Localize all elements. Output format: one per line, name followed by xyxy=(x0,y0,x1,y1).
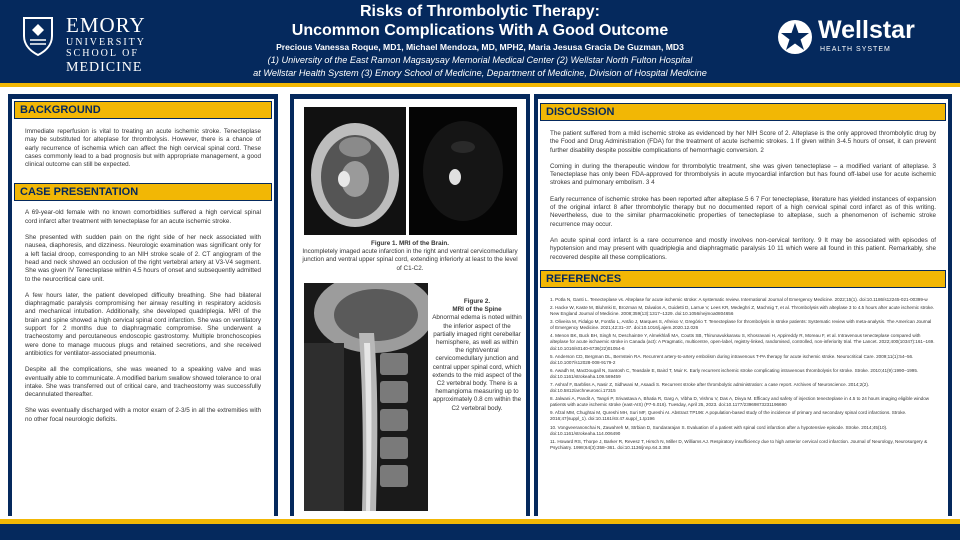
mri-brain-left-icon xyxy=(304,107,406,235)
background-heading: BACKGROUND xyxy=(14,101,272,119)
emory-university: UNIVERSITY xyxy=(66,37,146,48)
references-list xyxy=(538,288,948,451)
mri-brain-image-left xyxy=(304,107,406,235)
poster-header xyxy=(0,0,960,83)
poster-title xyxy=(220,2,740,40)
mri-spine-icon xyxy=(304,283,428,511)
reference-item: 8. Jalwani A, Pandit A, Tangri P, Srivastava A, Bhatia R, Garg A, Vibha D, Vishnu V, Das A, Divya M. Efficacy and safety of injection tenecteplase in 4.5 to 24 hours imaging eligible window patients with acute ischemic stroke (east-AIS) (P7-5.016). Tuesday, April 25, 2023. doi:10.1177/23969873231196690 xyxy=(550,396,930,408)
wellstar-star-icon xyxy=(776,18,814,56)
case-paragraph-4: Despite all the complications, she was weaned to a speaking valve and was eventually able to communicate. A modified barium swallow showed tolerance to oral intake. She was transferred out of critical care, and tracheostomy was successfully decannulated thereafter. xyxy=(25,366,261,399)
wellstar-subtitle: HEALTH SYSTEM xyxy=(820,46,891,53)
reference-item: 4. Menon BK, Buck BH, Singh N, Deschaintre Y, Almekhlafi MA, Coutts SB, Thirunavukkarasu S, Khosravani H, Appireddy R, Moreau F, et al. Intravenous tenecteplase compared with alteplase for acute ischaemic stroke in Canada (act): A Pragmatic, multicentre, open-label, registry-linked, randomised, controlled, non-inferiority trial. The Lancet. 2022;400(10347):161–169. doi:10.1016/s0140-6736(22)01054-6 xyxy=(550,333,935,351)
reference-item: 7. Ashraf F, Barbliss A, Nasir Z, Sidhwani M, Asaadi S. Recurrent stroke after thrombolytic administration: a case report. Archives of Neuroscience. 2014;2(2). doi:10.5812/archneurosci.17315 xyxy=(550,381,870,394)
background-body xyxy=(12,119,274,183)
emory-wordmark: EMORY xyxy=(66,13,146,37)
reference-item: 3. Oliveira M, Fidalgo M, Fontão L, Antão J, Marques S, Afreixo V, Gregório T. Tenecteplase for thrombolysis in stroke patients: Systematic review with meta-analysis. The American Journal of Emergency Medicine. 2021;42:31–37. doi:10.1016/j.ajem.2020.12.026 xyxy=(550,319,932,331)
figure2-label-1: Figure 2. xyxy=(463,298,491,305)
case-paragraph-1: A 69-year-old female with no known comorbidities suffered a high cervical spinal cord infarct after treatment with tenecteplase for an acute ischemic stroke. xyxy=(25,209,261,225)
discussion-paragraph-2: Coming in during the therapeutic window for thrombolytic treatment, she was given tenecteplase – a modified variant of alteplase. 3 Tenecteplase has only been FDA-approved for thrombolysis in acute myocardial infarction but has found off-label use for acute ischemic strokes and pulmonary embolism. 3 4 xyxy=(550,162,936,187)
affiliation-line-1: (1) University of the East Ramon Magsaysay Memorial Medical Center (2) Wellstar North Fulton Hospital xyxy=(267,55,693,65)
reference-item: 1. Potla N, Ganti L. Tenecteplase vs. Alteplase for acute ischemic stroke: A systematic review. International Journal of Emergency Medicine. 2022;15(1). doi:10.1186/s12245-021-00399-w xyxy=(550,296,928,302)
discussion-body xyxy=(538,121,948,262)
header-gold-divider xyxy=(0,83,960,87)
title-line-2: Uncommon Complications With A Good Outcome xyxy=(291,22,669,39)
affiliation-line-2: at Wellstar Health System (3) Emory School of Medicine, Department of Medicine, Division of Hospital Medicine xyxy=(253,67,707,78)
case-paragraph-5: She was eventually discharged with a motor exam of 2-3/5 in all the extremities with no other focal neurologic deficits. xyxy=(25,407,261,423)
emory-logo xyxy=(20,12,160,75)
case-paragraph-2: She presented with sudden pain on the right side of her neck associated with nausea, diaphoresis, and dizziness. Neurologic examination was significant only for a left facial droop, corresponding to an NIH stroke scale of 2. CT angiogram of the head and neck showed an occlusion of the right vertebral artery at V3-V4 segment. She was given IV Tenecteplase within 4.5 hours of onset and subsequently admitted to the neurocritical care unit. xyxy=(25,234,261,283)
emory-medicine: MEDICINE xyxy=(66,60,143,75)
right-column xyxy=(538,99,948,516)
emory-shield-icon xyxy=(22,16,54,56)
mri-brain-right-icon xyxy=(409,107,517,235)
middle-column xyxy=(294,99,526,516)
poster-footer xyxy=(0,524,960,540)
discussion-paragraph-4: An acute spinal cord infarct is a rare occurrence and mostly involves non-cervical territory. 9 It may be associated with episodes of hypotension and may present with quadriplegia and diaphragmatic paralysis 10 11 which were all found in this patient. Remarkably, she recovered despite all these complications. xyxy=(550,236,936,261)
title-line-1: Risks of Thrombolytic Therapy: xyxy=(359,3,601,20)
reference-item: 6. Awadh M, MacDougall N, Santosh C, Teasdale E, Baird T, Muir K. Early recurrent ischemic stroke complicating intravenous thrombolysis for stroke. Stroke. 2010;41(9):1990–1995. doi:10.1161/strokeaha.109.569459 xyxy=(550,367,919,379)
mri-brain-image-right xyxy=(409,107,517,235)
figure1-text: Incompletely imaged acute infarction in the right and ventral cervicomedullary junction and ventral upper spinal cord, extending inferiorly at least to the level of C1-C2. xyxy=(302,248,518,272)
discussion-paragraph-1: The patient suffered from a mild ischemic stroke as evidenced by her NIH Score of 2. Alteplase is the only approved thrombolytic drug by the Food and Drug Administration (FDA) for the treatment of acute ischemic strokes. 1 If given within 3-4.5 hours of onset, it can prevent further disability despite possible complications of hemorrhagic conversion. 2 xyxy=(550,130,936,154)
wellstar-wordmark: Wellstar xyxy=(818,16,915,44)
figure2-caption xyxy=(432,298,522,413)
discussion-paragraph-3: Early recurrence of ischemic stroke has been reported after alteplase.5 6 7 For tenecteplase, literature has yielded instances of expansion of the original infarct 8 after thrombolytic therapy but no documented report of a high cervical spinal cord infarct as of this writing. Nevertheless, due to the similar pharmacokinetic properties of tenecteplase to alteplase, such a phenomenon of ischemic stroke recurrence may occur. xyxy=(550,195,936,228)
reference-item: 9. Afzal MM, Chughtai M, Qureshi MH, Suri MF, Qureshi AI. Abstract TP196: A population-based study of the incidence of primary and secondary spinal cord infarctions. Stroke. 2016;47(suppl_1). doi:10.1161/str.47.suppl_1.tp196 xyxy=(550,410,907,422)
discussion-heading: DISCUSSION xyxy=(540,103,946,121)
case-body xyxy=(12,201,274,424)
reference-item: 5. Anderson CD, Bergman DL, Bernstein RA. Recurrent artery-to-artery embolism during intravenous T-PA therapy for acute ischemic stroke. Neurocritical Care. 2009;11(1):54–56. doi:10.1007/s12028-008-9179-2 xyxy=(550,353,914,365)
figure1-caption xyxy=(302,240,518,273)
references-heading: REFERENCES xyxy=(540,270,946,288)
figure2-text: Abnormal edema is noted within the inferior aspect of the partially imaged right cerebellar hemisphere, as well as within the right/ventral cervicomedullary junction and central upper spinal cord, which extends to the mid aspect of the C2 vertebral body. There is a hemangioma measuring up to approximately 0.8 cm within the C2 vertebral body. xyxy=(432,314,522,412)
wellstar-logo xyxy=(776,16,946,66)
authors: Precious Vanessa Roque, MD1, Michael Mendoza, MD, MPH2, Maria Jesusa Gracia De Guzman, MD3 xyxy=(276,42,684,52)
emory-school-of: SCHOOL OF xyxy=(66,48,139,59)
figure2-label-2: MRI of the Spine xyxy=(452,306,502,314)
case-paragraph-3: A few hours later, the patient developed difficulty breathing. She had bilateral diaphragmatic paralysis compromising her airway resulting in respiratory acidosis and mechanical intubation. Additionally, she developed quadriplegia. MRI of the brain and spine showed a high cervical spinal cord infarction. She was on ventilatory support for 2 months due to diaphragmatic compromise. She underwent a tracheostomy and percutaneous endoscopic gastrostomy. Multiple bronchoscopies were done to manage mucous plugs and retained secretions, and she received antibiotics for ventilator-associated pneumonia. xyxy=(25,291,261,357)
reference-item: 10. Vongveeranonchai N, Zawahreh M, Strbian D, Sundararajan S. Evaluation of a patient with spinal cord infarction after a hypotensive episode. Stroke. 2014;45(10). doi:10.1161/strokeaha.114.006490 xyxy=(550,424,888,436)
mri-spine-image xyxy=(304,283,428,511)
figure1-label: Figure 1. MRI of the Brain. xyxy=(370,240,450,247)
affiliations xyxy=(180,54,780,79)
reference-item: 11. Howard RS, Thorpe J, Barker R, Revesz T, Hirsch N, Miller D, Williams AJ. Respiratory insufficiency due to high anterior cervical cord infarction. Journal of Neurology, Neurosurgery & Psychiatry. 1998;64(3):358–361. doi:10.1136/jnnp.64.3.358 xyxy=(550,438,928,450)
case-heading: CASE PRESENTATION xyxy=(14,183,272,201)
reference-item: 2. Hacke W, Kaste M, Bluhmki E, Brozman M, Dávalos A, Guidetti D, Larrue V, Lees KR, Medeghri Z, Machnig T, et al. Thrombolysis with alteplase 3 to 4.5 hours after acute ischemic stroke. New England Journal of Medicine. 2008;359(13):1317–1329. doi:10.1056/nejmoa0804656 xyxy=(550,304,935,317)
background-text: Immediate reperfusion is vital to treating an acute ischemic stroke. Tenecteplase may be substituted for alteplase for thrombolysis. However, there is a chance of early recurrence of ischemia which can affect the high cervical spinal cord. These cases commonly lead to a bad prognosis but with appropriate management, a good clinical outcome can still be expected. xyxy=(25,128,261,169)
left-column xyxy=(12,99,274,516)
